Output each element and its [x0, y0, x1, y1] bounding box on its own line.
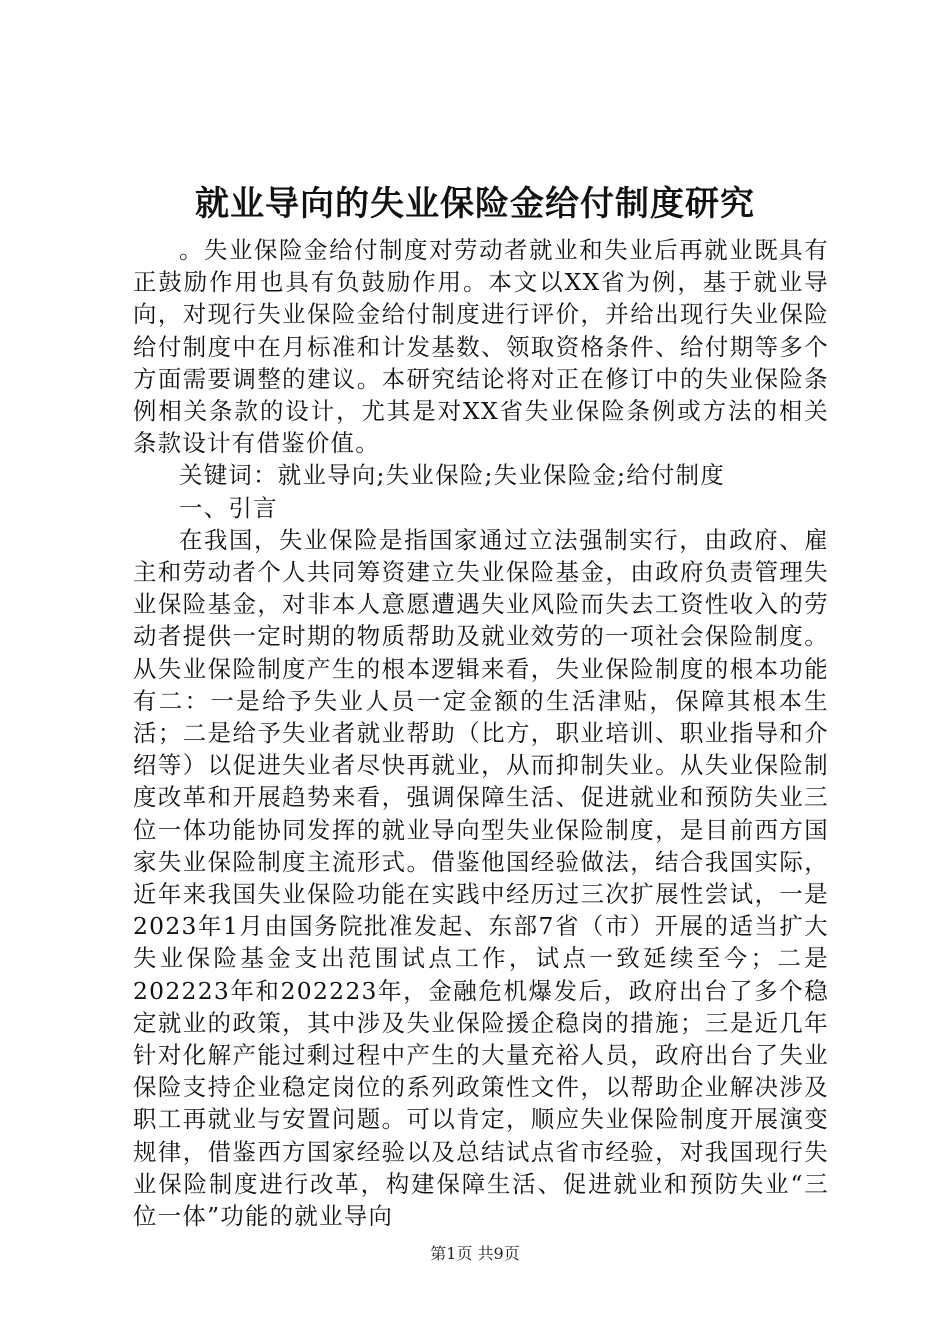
document-body — [133, 234, 829, 1232]
section-heading: 一、引言 — [179, 493, 278, 522]
page-footer: 第1页 共9页 — [430, 1244, 520, 1263]
document-title: 就业导向的失业保险金给付制度研究 — [195, 184, 755, 224]
keywords-line: 关键词：就业导向;失业保险;失业保险金;给付制度 — [179, 461, 726, 490]
body-paragraph: 在我国，失业保险是指国家通过立法强制实行，由政府、雇主和劳动者个人共同筹资建立失业保险基金，由政府负责管理失业保险基金，对非本人意愿遭遇失业风险而失去工资性收入的劳动者提供一定时期的物质帮助及就业效劳的一项社会保险制度。从失业保险制度产生的根本逻辑来看，失业保险制度的根本功能有二：一是给予失业人员一定金额的生活津贴，保障其根本生活；二是给予失业者就业帮助（比方，职业培训、职业指导和介绍等）以促进失业者尽快再就业，从而抑制失业。从失业保险制度改革和开展趋势来看，强调保障生活、促进就业和预防失业三位一体功能协同发挥的就业导向型失业保险制度，是目前西方国家失业保险制度主流形式。借鉴他国经验做法，结合我国实际，近年来我国失业保险功能在实践中经历过三次扩展性尝试，一是2023年1月由国务院批准发起、东部7省（市）开展的适当扩大失业保险基金支出范围试点工作，试点一致延续至今；二是202223年和202223年，金融危机爆发后，政府出台了多个稳定就业的政策，其中涉及失业保险援企稳岗的措施；三是近几年针对化解产能过剩过程中产生的大量充裕人员，政府出台了失业保险支持企业稳定岗位的系列政策性文件，以帮助企业解决涉及职工再就业与安置问题。可以肯定，顺应失业保险制度开展演变规律，借鉴西方国家经验以及总结试点省市经验，对我国现行失业保险制度进行改革，构建保障生活、促进就业和预防失业“三位一体”功能的就业导向 — [133, 525, 829, 1231]
abstract-paragraph: 。失业保险金给付制度对劳动者就业和失业后再就业既具有正鼓励作用也具有负鼓励作用。本文以XX省为例，基于就业导向，对现行失业保险金给付制度进行评价，并给出现行失业保险给付制度中在月标准和计发基数、领取资格条件、给付期等多个方面需要调整的建议。本研究结论将对正在修订中的失业保险条例相关条款的设计，尤其是对XX省失业保险条例或方法的相关条款设计有借鉴价值。 — [133, 236, 829, 458]
